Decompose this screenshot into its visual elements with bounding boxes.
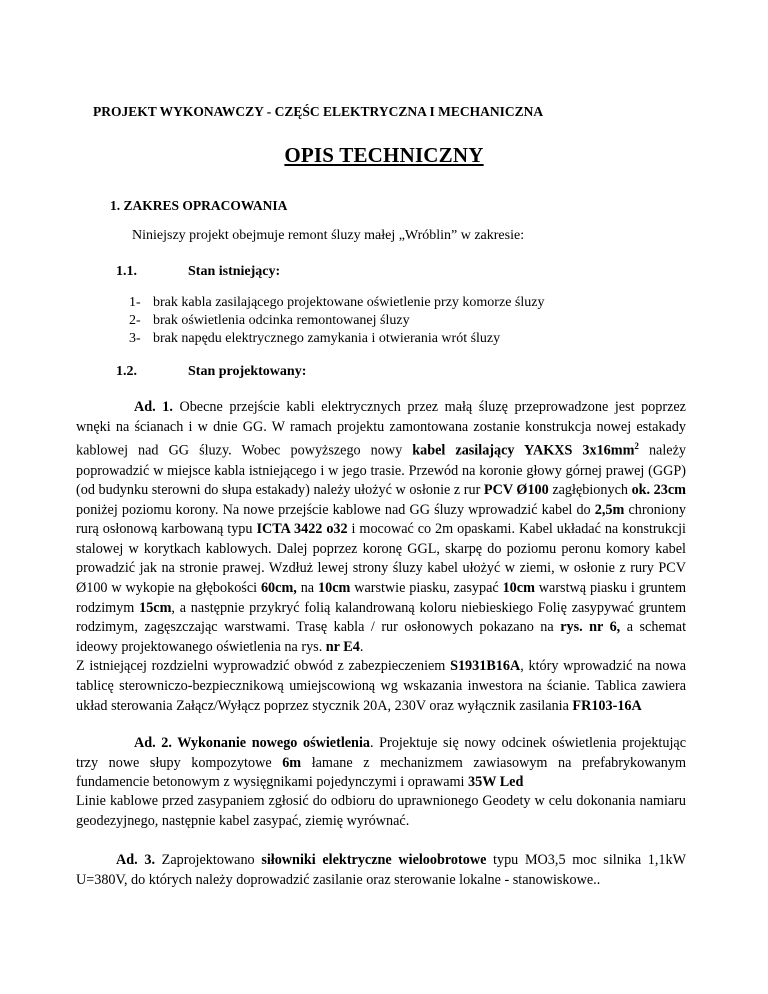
- subsection-label: Stan projektowany:: [188, 364, 307, 379]
- bold-run: 35W Led: [468, 774, 524, 791]
- bold-run: ICTA 3422 o32: [256, 521, 348, 538]
- bold-run: 6m: [282, 754, 302, 771]
- text-run: .: [359, 638, 364, 655]
- text-run: łamane z mechanizmem zawiasowym na prefabrykowanym fundamencie betonowym z wysięgnikami pojedynczymi i oprawami: [76, 754, 686, 791]
- bold-run: kabel zasilający YAKXS 3x16mm: [412, 442, 635, 459]
- bold-run: 2,5m: [594, 501, 625, 518]
- text-run: należy poprowadzić w miejsce kabla istniejącego i w jego trasie. Przewód na koronie głowy górnej prawej (GGP) (od budynku sterowni do słupa estakady) należy ułożyć w osłonie z rur: [76, 442, 686, 499]
- paragraph-ad1-continuation: [76, 657, 686, 716]
- text-run: i mocować co 2m opaskami. Kabel układać na konstrukcji stalowej w korytkach kablowych. Dalej poprzez koronę GGL, skarpę do poziomu peronu komory kabel prowadzić jak na stronie prawej. Wzdłuż lewej strony śluzy kabel ułożyć w ziemi, w osłonie z rury PCV Ø100 w wykopie na głębokości: [76, 521, 686, 597]
- text-run: poniżej poziomu korony. Na nowe przejście kablowe nad GG śluzy wprowadzić kabel do: [76, 501, 595, 518]
- list-item-text: brak napędu elektrycznego zamykania i otwierania wrót śluzy: [153, 331, 501, 346]
- page-title: OPIS TECHNICZNY: [284, 143, 484, 167]
- subsection-designed: [116, 364, 416, 384]
- paragraph-ad1: [76, 398, 686, 716]
- paragraph-ad2-geodesy: [76, 792, 686, 831]
- text-run: Obecne przejście kabli elektrycznych przez małą śluzę przeprowadzone jest poprzez wnęki na ścianach i w dnie GG. W ramach projektu zamontowana zostanie konstrukcja nowej estakady kablowej nad GG śluzy. Wobec powyższego nowy: [76, 399, 686, 459]
- bold-run: 60cm,: [260, 580, 297, 597]
- existing-state-list: [129, 294, 544, 348]
- paragraph-lead: Ad. 2.: [134, 735, 172, 751]
- text-run: na: [296, 580, 318, 597]
- text-run: Zaprojektowano: [155, 852, 262, 868]
- text-run: , który wprowadzić na nowa tablicę sterowniczo-bezpiecznikową umiejscowioną wg wskazania inwestora na ścianie. Tablica zawiera układ sterowania Załącz/Wyłącz poprzez stycznik 20A, 230V oraz wyłącznik zasilania: [76, 658, 686, 714]
- bold-run: S1931B16A: [450, 658, 521, 675]
- paragraph-ad3: [76, 851, 686, 890]
- text-run: zagłębionych: [548, 482, 632, 499]
- section-heading: 1. ZAKRES OPRACOWANIA: [110, 198, 288, 213]
- bold-run: PCV Ø100: [483, 482, 549, 499]
- bold-run: siłowniki elektryczne wieloobrotowe: [261, 852, 487, 868]
- list-item: [129, 330, 544, 348]
- bold-run: Wykonanie nowego oświetlenia: [171, 735, 370, 751]
- list-item: [129, 294, 544, 312]
- document-header: PROJEKT WYKONAWCZY - CZĘŚC ELEKTRYCZNA I MECHANICZNA: [93, 104, 544, 119]
- text-run: chroniony rurą osłonową karbowaną typu: [76, 501, 686, 538]
- paragraph-ad2-main: [76, 734, 686, 793]
- bold-run: nr E4: [325, 638, 360, 655]
- section-intro: Niniejszy projekt obejmuje remont śluzy małej „Wróblin” w zakresie:: [132, 228, 525, 243]
- text-run: typu MO3,5 moc silnika 1,1kW U=380V, do których należy doprowadzić zasilanie oraz sterowanie lokalne - stanowiskowe..: [76, 852, 687, 888]
- bold-run: 10cm: [318, 580, 351, 597]
- bold-run: rys. nr 6,: [560, 619, 621, 636]
- subsection-label: Stan istniejący:: [188, 264, 281, 279]
- text-run: a schemat ideowy projektowanego oświetlenia na rys.: [76, 619, 687, 655]
- paragraph-ad2: [76, 734, 686, 793]
- text-run: , a następnie przykryć folią kalandrowaną koloru niebieskiego Folię zasypywać gruntem rodzimym, zagęszczając warstwami. Trasę kabla / rur osłonowych pokazano na: [76, 599, 686, 636]
- bold-run: 15cm: [139, 599, 172, 616]
- paragraph-ad1-main: [76, 398, 686, 657]
- bold-run: 10cm: [502, 580, 535, 597]
- list-item: [129, 312, 544, 330]
- paragraph-lead: Ad. 3.: [116, 852, 155, 868]
- list-item-number: 1-: [129, 295, 141, 310]
- list-item-text: brak kabla zasilającego projektowane oświetlenie przy komorze śluzy: [153, 295, 545, 310]
- subsection-number: 1.2.: [116, 364, 137, 379]
- text-run: warstwą piasku i gruntem rodzimym: [76, 580, 686, 616]
- text-run: . Projektuje się nowy odcinek oświetlenia projektując trzy nowe słupy kompozytowe: [76, 735, 686, 771]
- subsection-existing: [116, 264, 416, 284]
- paragraph-lead: Ad. 1.: [134, 399, 173, 415]
- list-item-number: 2-: [129, 313, 141, 328]
- bold-run: ok. 23cm: [631, 482, 686, 499]
- text-run: Linie kablowe przed zasypaniem zgłosić do odbioru do uprawnionego Geodety w celu dokonania namiaru geodezyjnego, następnie kabel zasypać, ziemię wyrównać.: [76, 793, 686, 829]
- bold-run: FR103-16A: [572, 697, 642, 714]
- subsection-number: 1.1.: [116, 264, 137, 279]
- paragraph-ad3-main: [76, 851, 686, 890]
- text-run: Z istniejącej rozdzielni wyprowadzić obwód z zabezpieczeniem: [76, 658, 451, 675]
- list-item-number: 3-: [129, 331, 141, 346]
- text-run: warstwie piasku, zasypać: [350, 580, 503, 597]
- list-item-text: brak oświetlenia odcinka remontowanej śluzy: [153, 313, 410, 328]
- superscript: 2: [634, 441, 639, 452]
